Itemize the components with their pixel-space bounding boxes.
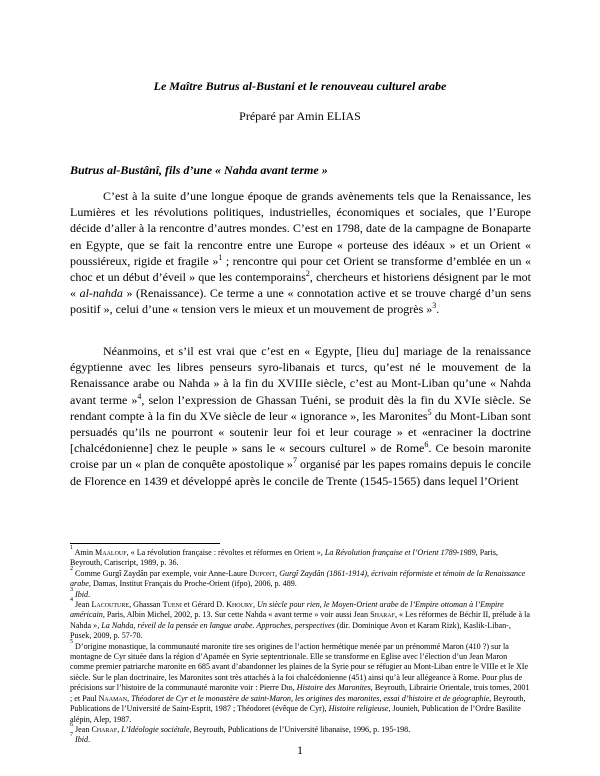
work-title: Histoire des Maronites: [296, 683, 371, 693]
footnote-number: 7: [70, 732, 73, 739]
work-title: Un siècle pour rien, le Moyen-Orient arabe de l’Empire ottoman à l’Empire américain: [70, 600, 504, 620]
footnote-5: [70, 638, 531, 725]
footnote-ref-1[interactable]: 1: [218, 252, 223, 262]
page-number: 1: [297, 743, 303, 757]
work-title: Ibid: [75, 735, 89, 745]
footnote-text: Jean: [73, 724, 92, 734]
footnote-ref-7[interactable]: 7: [292, 456, 297, 466]
footnote-text: ,: [127, 693, 132, 703]
footnote-ref-6[interactable]: 6: [424, 440, 429, 450]
paragraph-1: [70, 188, 531, 318]
footnotes: [70, 545, 531, 746]
footnote-number: 4: [70, 597, 73, 604]
footnote-3: [70, 586, 531, 600]
footnote-2: [70, 565, 531, 590]
footnote-text: Comme Gurgî Zaydân par exemple, voir Anne-Laure: [73, 568, 250, 578]
section-heading: Butrus al-Bustânî, fils d’une « Nahda avant terme »: [70, 163, 328, 177]
footnote-text: , Beyrouth, Publications de l’Université de Saint-Esprit, 1987 ; Théodoret (évêque de Cyr),: [70, 693, 526, 714]
footnote-text: .: [88, 735, 91, 745]
footnote-text: D’origine monastique, la communauté maronite tire ses origines de l’action hermétique menée par un prénommé Maron (410 ?) sur la montagne de Cyr située dans la région d’Apamée en Syrie septentrionale. Elle se transforme en Eglise avec l’élection d’un Jean Maron comme premier patriarche maronite en 685 avant d’abandonner les plaines de la Syrie pour se réfugier au Mont-Liban entre le VIIIe et le XIe siècle. Sur le plan doctrinaire, les Maronites sont très attachés à la foi chalcédonienne (451) ainsi qu’à leur allégeance à Rome. Pour plus de précisions sur l’histoire de la communauté maronite voir : Pierre: [70, 641, 529, 693]
author-name: Maalouf: [95, 548, 127, 557]
work-title: Théodoret de Cyr et le monastère de saint-Maron, les origines des maronites, essai d’histoire et de géographie: [131, 693, 490, 703]
footnote-6: [70, 721, 531, 735]
footnote-text: ,: [117, 724, 122, 734]
footnote-text: ,: [275, 568, 280, 578]
footnote-text: , « La révolution française : révoltes et réformes en Orient »,: [126, 548, 325, 557]
footnote-1: [70, 545, 531, 569]
footnote-number: 5: [70, 638, 73, 645]
p1-text: C’est à la suite d’une longue époque de grands avènements tels que la Renaissance, les Lumières et les révolutions politiques, industrielles, économiques et sociales, que l’Europe décide d’aller à la rencontre d’autres mondes. C’est en 1798, date de la campagne de Bonaparte en Egypte, que se fait la rencontre entre une Europe « porteuse des idéaux » et un Orient « poussiéreux, rigide et fragile »: [70, 189, 531, 268]
author-name: Naaman: [98, 693, 128, 703]
footnote-text: , « Les réformes de Béchir II, prélude à la Nahda »,: [70, 610, 530, 630]
footnote-text: , Paris, Beyrouth, Cariscript, 1989, p. 36.: [70, 548, 498, 568]
footnote-separator: [70, 543, 220, 544]
work-title: Gurgî Zaydân (1861-1914), écrivain réformiste et témoin de la Renaissance arabe: [70, 568, 526, 589]
work-title: La Révolution française et l’Orient 1789-1989: [324, 548, 476, 557]
footnote-ref-2[interactable]: 2: [305, 269, 310, 279]
author-line: Préparé par Amin ELIAS: [239, 109, 361, 123]
p1-text: , chercheurs et historiens désignent par le mot «: [70, 270, 532, 301]
footnote-number: 1: [70, 545, 73, 551]
footnote-text: .: [88, 589, 91, 599]
p1-text: ; rencontre qui pour cet Orient se transforme d’emblée en un « choc et un début d’éveil » que les contemporains: [70, 253, 531, 285]
p1-text: .: [436, 302, 440, 317]
footnote-text: et Gérard D.: [181, 600, 227, 610]
p2-text: Néanmoins, et s’il est vrai que c’est en « Egypte, [lieu du] mariage de la renaissance égyptienne avec les libres penseurs syro-libanais et turcs, qu’est né le mouvement de la Renaissance arabe ou Nahda » à la fin du XVIIIe siècle, c’est au Mont-Liban qu’une « Nahda avant terme »: [70, 344, 531, 407]
work-title: Ibid: [75, 589, 89, 599]
footnote-text: , Paris, Albin Michel, 2002, p. 13. Sur cette Nahda « avant terme » voir aussi Jean: [102, 610, 371, 620]
footnote-text: , Beyrouth, Publications de l’Université libanaise, 1996, p. 195-198.: [189, 724, 411, 734]
footnote-number: 6: [70, 721, 73, 728]
author-name: Dib: [280, 683, 293, 693]
footnote-text: ,: [292, 683, 297, 693]
work-title: La Nahda, réveil de la pensée en langue arabe. Approches, perspectives: [101, 620, 335, 630]
document-title: Le Maître Butrus al-Bustani et le renouveau culturel arabe: [153, 79, 447, 93]
footnote-text: , Jounieh, Publication de l’Ordre Basilite alépin, Alep, 1987.: [70, 704, 521, 724]
paragraph-2: [70, 343, 531, 489]
author-name: Charaf: [91, 724, 118, 734]
footnote-number: 3: [70, 586, 73, 593]
author-name: Tueni: [162, 600, 182, 610]
footnote-text: , Damas, Institut Français du Proche-Orient (ifpo), 2006, p. 489.: [88, 579, 297, 589]
footnote-ref-3[interactable]: 3: [432, 301, 437, 311]
author-name: Dupont: [249, 568, 276, 578]
work-title: Histoire religieuse: [328, 704, 389, 714]
footnote-text: ,: [252, 600, 258, 610]
footnote-ref-5[interactable]: 5: [427, 407, 432, 417]
p1-italic-term: al-nahda: [76, 286, 123, 301]
author-name: Lacouture: [91, 600, 130, 610]
footnote-text: Jean: [73, 600, 92, 610]
work-title: L’Idéologie sociétale: [121, 724, 190, 734]
author-name: Khoury: [226, 600, 253, 610]
footnote-4: [70, 597, 531, 642]
p2-text: , selon l’expression de Ghassan Tuéni, se produit dès la fin du XVIe siècle. Se rendant compte à la fin du XVe siècle de leur « ignorance », les Maronites: [70, 392, 531, 423]
p2-text: du Mont-Liban sont persuadés qu’ils ne pourront « soutenir leur foi et leur courage » et «enraciner la doctrine [chalcédonienne] chez le peuple » sans le « secours culturel » de Rome: [70, 408, 531, 456]
p2-text: organisé par les papes romains depuis le concile de Florence en 1439 et développé après le concile de Trente (1545-1565) dans lequel l’Orient: [70, 457, 531, 488]
footnote-text: , Ghassan: [129, 600, 163, 610]
p2-text: . Ce besoin maronite croise par un « plan de conquête apostolique »: [70, 441, 531, 472]
author-name: Sharaf: [370, 610, 395, 620]
footnote-text: (dir. Dominique Avon et Karam Rizk), Kaslik-Liban-, Pusek, 2009, p. 57-70.: [70, 620, 511, 641]
footnote-text: , Beyrouth, Librairie Orientale, trois tomes, 2001 ; et Paul: [70, 683, 530, 703]
footnote-ref-4[interactable]: 4: [137, 391, 142, 401]
p1-text: » (Renaissance). Ce terme a une « connotation active et se trouve chargé d’un sens positif », celui d’une « tension vers le mieux et un mouvement de progrès »: [70, 286, 531, 317]
footnote-number: 2: [70, 565, 73, 572]
footnote-text: Amin: [73, 548, 96, 557]
